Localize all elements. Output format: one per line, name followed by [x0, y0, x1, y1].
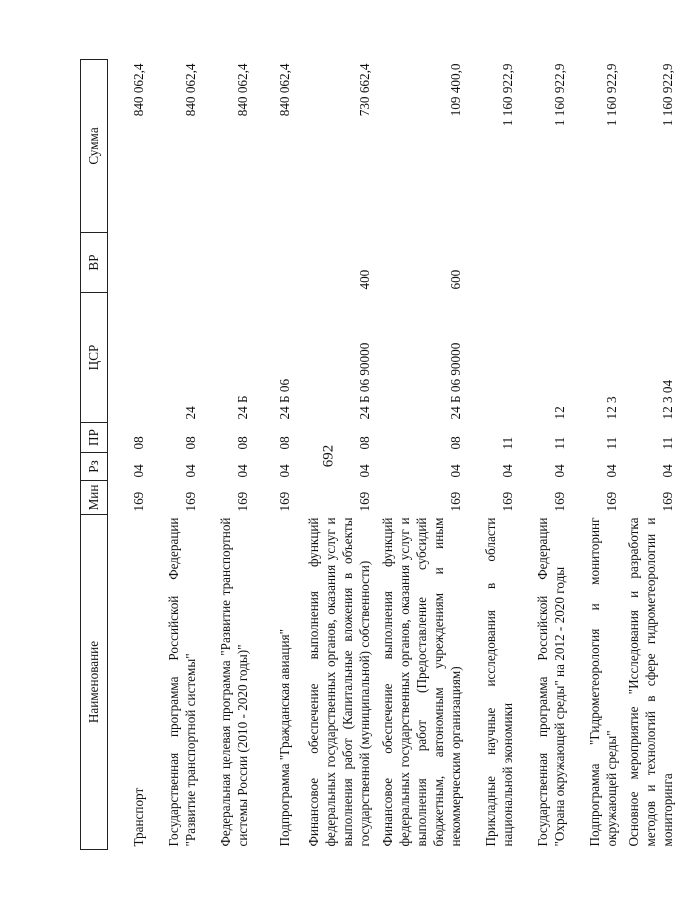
row-min: 169: [235, 491, 251, 512]
row-csr: 24 Б 06 90000: [447, 342, 463, 420]
row-pr: 08: [447, 436, 463, 450]
row-name: Подпрограмма "Гражданская авиация": [277, 629, 293, 847]
row-pr: 11: [603, 436, 619, 450]
table-row: [622, 60, 679, 850]
row-name: Финансовое обеспечение выполнения функций федеральных государственных органов, оказания услуг и выполнения работ (Предоставление субсидий бюджетным, автономным учреждениям и иным некоммерческим организациям): [380, 517, 463, 847]
row-pr: 08: [183, 436, 199, 450]
row-vr: 600: [447, 269, 463, 290]
header-sum: Сумма: [81, 60, 108, 233]
row-sum: 1 160 922,9: [660, 63, 676, 127]
row-vr: [202, 233, 254, 293]
header-csr: ЦСР: [81, 293, 108, 423]
budget-table: [80, 59, 679, 850]
row-sum: 109 400,0: [447, 63, 463, 117]
row-rz: 04: [499, 464, 515, 478]
row-pr: 11: [499, 436, 515, 450]
table-row: [254, 60, 296, 850]
row-rz: 04: [357, 464, 373, 478]
row-name: Государственная программа Российской Федерации "Охрана окружающей среды" на 2012 - 2020 годы: [534, 517, 567, 847]
row-csr: 24 Б 06 90000: [357, 342, 373, 420]
row-sum: 1 160 922,9: [603, 63, 619, 127]
row-pr: 11: [660, 436, 676, 450]
row-sum: 730 662,4: [357, 63, 373, 117]
row-vr: [518, 233, 570, 293]
row-name: Транспорт: [131, 787, 147, 847]
row-rz: 04: [235, 464, 251, 478]
row-min: 169: [357, 491, 373, 512]
row-rz: 04: [277, 464, 293, 478]
row-rz: 04: [660, 464, 676, 478]
row-vr: [150, 233, 202, 293]
row-sum: 840 062,4: [277, 63, 293, 117]
row-min: 169: [447, 491, 463, 512]
row-vr: [108, 233, 151, 293]
row-pr: 08: [277, 436, 293, 450]
table-row: [466, 60, 518, 850]
row-csr: 24: [183, 406, 199, 420]
row-min: 169: [277, 491, 293, 512]
row-rz: 04: [131, 464, 147, 478]
row-min: 169: [551, 491, 567, 512]
row-sum: 1 160 922,9: [499, 63, 515, 127]
row-pr: 11: [551, 436, 567, 450]
row-pr: 08: [131, 436, 147, 450]
row-sum: 840 062,4: [131, 63, 147, 117]
row-name: Федеральная целевая программа "Развитие транспортной системы России (2010 - 2020 годы)": [218, 517, 251, 847]
row-name: Основное мероприятие "Исследования и разработка методов и технологий в сфере гидрометеорологии и мониторинга: [626, 517, 676, 847]
row-sum: 840 062,4: [183, 63, 199, 117]
row-csr: [466, 293, 518, 423]
row-csr: 12 3 04: [660, 379, 676, 420]
table-row: [376, 60, 466, 850]
row-min: 169: [603, 491, 619, 512]
table-row: [570, 60, 622, 850]
row-name: Государственная программа Российской Федерации "Развитие транспортной системы": [166, 517, 199, 847]
row-vr: [570, 233, 622, 293]
row-csr: 24 Б 06: [277, 378, 293, 420]
row-name: Подпрограмма "Гидрометеорология и мониторинг окружающей среды": [586, 517, 619, 847]
row-vr: 400: [357, 269, 373, 290]
row-pr: 08: [235, 436, 251, 450]
row-min: 169: [183, 491, 199, 512]
row-pr: 08: [357, 436, 373, 450]
header-min: Мин: [81, 481, 108, 515]
page-number: 692: [320, 444, 337, 468]
table-row: [518, 60, 570, 850]
row-csr: 12 3: [603, 396, 619, 420]
row-csr: 24 Б: [235, 395, 251, 420]
header-pr: ПР: [81, 423, 108, 453]
row-name: Прикладные научные исследования в области национальной экономики: [482, 517, 515, 847]
header-vr: ВР: [81, 233, 108, 293]
row-sum: 1 160 922,9: [551, 63, 567, 127]
row-vr: [466, 233, 518, 293]
row-csr: [108, 293, 151, 423]
row-csr: 12: [551, 406, 567, 420]
table-row: [150, 60, 202, 850]
row-rz: 04: [551, 464, 567, 478]
row-vr: [622, 233, 679, 293]
table-row: [296, 60, 376, 850]
rotated-table-container: [80, 60, 676, 850]
table-row: [108, 60, 151, 850]
row-min: 169: [660, 491, 676, 512]
row-rz: 04: [183, 464, 199, 478]
row-name: Финансовое обеспечение выполнения функций федеральных государственных органов, оказания услуг и выполнения работ (Капитальные вложения в объекты государственной (муниципальной) собственности): [306, 517, 373, 847]
row-min: 169: [499, 491, 515, 512]
row-min: 169: [131, 491, 147, 512]
row-sum: 840 062,4: [235, 63, 251, 117]
row-vr: [254, 233, 296, 293]
row-rz: 04: [603, 464, 619, 478]
header-name: Наименование: [81, 515, 108, 850]
table-row: [202, 60, 254, 850]
row-rz: 04: [447, 464, 463, 478]
header-rz: Рз: [81, 453, 108, 481]
table-header-row: [81, 60, 108, 850]
